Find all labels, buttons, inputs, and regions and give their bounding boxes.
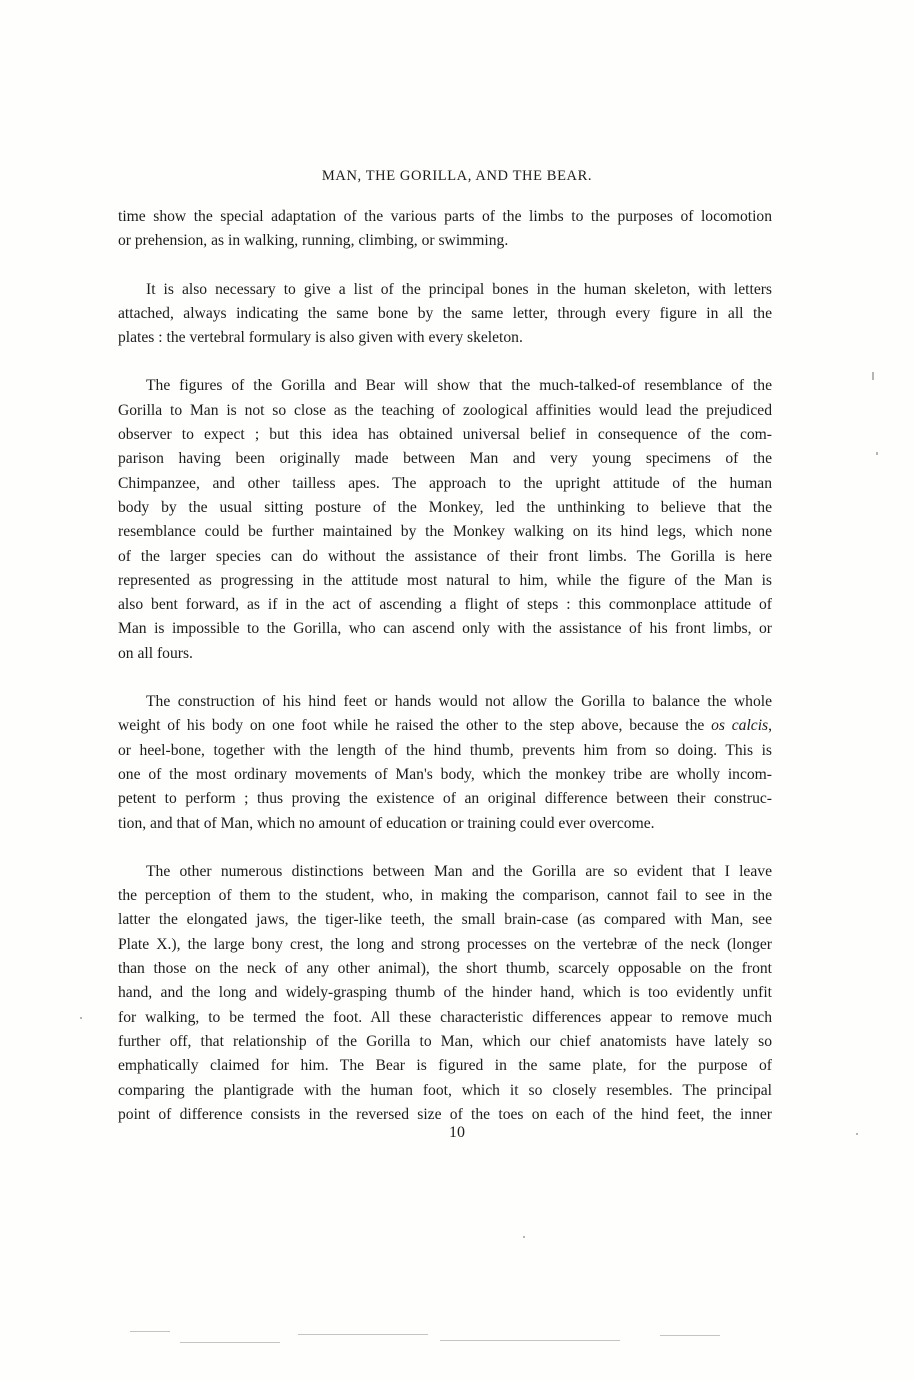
text-line: plates : the vertebral formulary is also given with every skeleton.: [118, 329, 523, 347]
text-line: weight of his body on one foot while he raised the other to the step above, because the os calcis,: [118, 717, 773, 735]
paragraph: [118, 205, 772, 254]
text-line: petent to perform ; thus proving the existence of an original difference between their construc-: [118, 790, 772, 808]
text-line: observer to expect ; but this idea has obtained universal belief in consequence of the com-: [118, 426, 772, 444]
text-line: parison having been originally made between Man and very young specimens of the: [118, 450, 772, 468]
text-line: or prehension, as in walking, running, climbing, or swimming.: [118, 232, 509, 250]
scan-speck: [80, 1017, 82, 1019]
text-line: Plate X.), the large bony crest, the long and strong processes on the vertebræ of the neck (longer: [118, 935, 772, 953]
scan-rule: [298, 1334, 428, 1335]
text-line: Chimpanzee, and other tailless apes. The approach to the upright attitude of the human: [118, 474, 772, 492]
scan-rule: [180, 1342, 280, 1343]
text-line: Man is impossible to the Gorilla, who can ascend only with the assistance of his front limbs, or: [118, 620, 772, 638]
text-line: It is also necessary to give a list of the principal bones in the human skeleton, with letters: [146, 280, 772, 298]
scan-speck: [872, 372, 874, 380]
body-text: [118, 205, 772, 1127]
latin-term: os calcis: [711, 717, 769, 735]
text-line: tion, and that of Man, which no amount of education or training could ever overcome.: [118, 814, 655, 832]
text-line: hand, and the long and widely-grasping thumb of the hinder hand, which is too evidently unfit: [118, 984, 772, 1002]
text-line: latter the elongated jaws, the tiger-like teeth, the small brain-case (as compared with Man, see: [118, 911, 772, 929]
text-line: attached, always indicating the same bone by the same letter, through every figure in all the: [118, 304, 772, 322]
text-line: The construction of his hind feet or hands would not allow the Gorilla to balance the whole: [146, 693, 772, 711]
text-line: emphatically claimed for him. The Bear is figured in the same plate, for the purpose of: [118, 1057, 772, 1075]
text-line: Gorilla to Man is not so close as the teaching of zoological affinities would lead the prejudiced: [118, 401, 772, 419]
paragraph: [118, 690, 772, 836]
text-line: of the larger species can do without the assistance of their front limbs. The Gorilla is here: [118, 547, 772, 565]
text-line: resemblance could be further maintained by the Monkey walking on its hind legs, which none: [118, 523, 772, 541]
paragraph: [118, 374, 772, 666]
text-line: point of difference consists in the reversed size of the toes on each of the hind feet, the inner: [118, 1105, 772, 1123]
text-line: represented as progressing in the attitude most natural to him, while the figure of the Man is: [118, 571, 772, 589]
text-line: further off, that relationship of the Gorilla to Man, which our chief anatomists have lately so: [118, 1032, 772, 1050]
text-line: for walking, to be termed the foot. All these characteristic differences appear to remove much: [118, 1008, 772, 1026]
text-line: one of the most ordinary movements of Man's body, which the monkey tribe are wholly incom-: [118, 765, 772, 783]
scan-speck: [876, 452, 878, 455]
paragraph: [118, 860, 772, 1127]
text-line: The other numerous distinctions between Man and the Gorilla are so evident that I leave: [146, 862, 772, 880]
text-line: than those on the neck of any other animal), the short thumb, scarcely opposable on the front: [118, 960, 772, 978]
text-line: The figures of the Gorilla and Bear will show that the much-talked-of resemblance of the: [146, 377, 772, 395]
scan-speck: [523, 1236, 525, 1238]
scan-rule: [660, 1335, 720, 1336]
text-line: comparing the plantigrade with the human foot, which it so closely resembles. The principal: [118, 1081, 772, 1099]
text-line: on all fours.: [118, 644, 193, 662]
scan-rule: [130, 1331, 170, 1332]
running-head: MAN, THE GORILLA, AND THE BEAR.: [321, 168, 593, 184]
paragraph: [118, 278, 772, 351]
text-line: time show the special adaptation of the various parts of the limbs to the purposes of locomotion: [118, 208, 772, 225]
text-line: also bent forward, as if in the act of ascending a flight of steps : this commonplace attitude of: [118, 596, 772, 614]
text-line: or heel-bone, together with the length of the hind thumb, prevents him from so doing. This is: [118, 741, 772, 759]
scan-rule: [440, 1340, 620, 1341]
text-line: the perception of them to the student, who, in making the comparison, cannot fail to see in the: [118, 887, 772, 905]
text-line: body by the usual sitting posture of the Monkey, led the unthinking to believe that the: [118, 498, 772, 516]
scan-speck: [856, 1133, 858, 1135]
page-number: 10: [449, 1124, 465, 1141]
